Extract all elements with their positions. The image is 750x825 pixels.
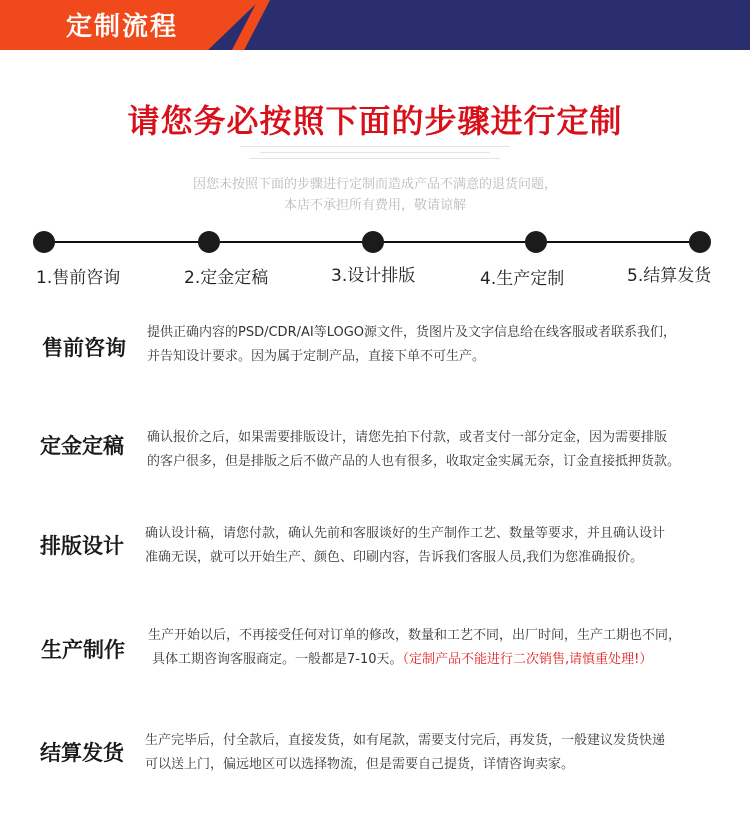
timeline-dot-2 — [198, 231, 220, 253]
disclaimer-notice — [0, 174, 750, 216]
section-desc-line: 确认设计稿，请您付款，确认先前和客服谈好的生产制作工艺、数量等要求，并且确认设计 — [145, 526, 666, 541]
disclaimer-line-2: 本店不承担所有费用，敬请谅解 — [283, 198, 466, 213]
section-title-design: 排版设计 — [40, 534, 124, 558]
page-headline: 请您务必按照下面的步骤进行定制 — [127, 102, 623, 140]
disclaimer-line-1: 因您未按照下面的步骤进行定制而造成产品不满意的退货问题， — [192, 177, 557, 192]
step-label-4: 4.生产定制 — [480, 269, 565, 289]
section-title-production: 生产制作 — [41, 638, 125, 662]
section-desc-line: 并告知设计要求。因为属于定制产品，直接下单不可生产。 — [147, 349, 486, 364]
section-desc-line: 可以送上门，偏远地区可以选择物流，但是需要自己提货，详情咨询卖家。 — [145, 757, 575, 772]
timeline-dot-5 — [689, 231, 711, 253]
section-desc-line: 提供正确内容的PSD/CDR/AI等LOGO源文件，货图片及文字信息给在线客服或者联系我们， — [147, 325, 677, 340]
decorative-line — [260, 152, 490, 153]
section-desc-line — [148, 648, 728, 672]
warning-note: （定制产品不能进行二次销售,请慎重处理!） — [402, 652, 653, 667]
step-label-5: 5.结算发货 — [627, 266, 712, 286]
section-desc-presale — [147, 321, 727, 369]
header-banner — [0, 0, 750, 50]
timeline-dot-3 — [362, 231, 384, 253]
section-desc-production — [148, 624, 728, 672]
section-desc-line: 的客户很多，但是排版之后不做产品的人也有很多，收取定金实属无奈，订金直接抵押货款。 — [147, 454, 681, 469]
timeline-dot-4 — [525, 231, 547, 253]
section-desc-text: 具体工期咨询客服商定。一般都是7-10天。 — [152, 652, 403, 667]
section-title-settlement: 结算发货 — [40, 741, 124, 765]
section-title-deposit: 定金定稿 — [40, 434, 124, 458]
decorative-line — [240, 146, 510, 147]
step-label-2: 2.定金定稿 — [184, 268, 269, 288]
step-label-3: 3.设计排版 — [331, 266, 416, 286]
section-desc-line: 生产开始以后，不再接受任何对订单的修改，数量和工艺不同，出厂时间，生产工期也不同， — [148, 628, 682, 643]
section-desc-settlement — [145, 729, 725, 777]
timeline-dot-1 — [33, 231, 55, 253]
section-desc-design — [145, 522, 725, 570]
section-desc-deposit — [147, 426, 727, 474]
step-label-1: 1.售前咨询 — [36, 268, 121, 288]
section-title-presale: 售前咨询 — [42, 336, 126, 360]
section-desc-line: 生产完毕后，付全款后，直接发货，如有尾款，需要支付完后，再发货，一般建议发货快递 — [145, 733, 666, 748]
banner-title: 定制流程 — [66, 12, 179, 42]
section-desc-line: 准确无误，就可以开始生产、颜色、印刷内容，告诉我们客服人员,我们为您准确报价。 — [145, 550, 644, 565]
section-desc-line: 确认报价之后，如果需要排版设计，请您先拍下付款，或者支付一部分定金，因为需要排版 — [147, 430, 668, 445]
decorative-line — [250, 158, 500, 159]
